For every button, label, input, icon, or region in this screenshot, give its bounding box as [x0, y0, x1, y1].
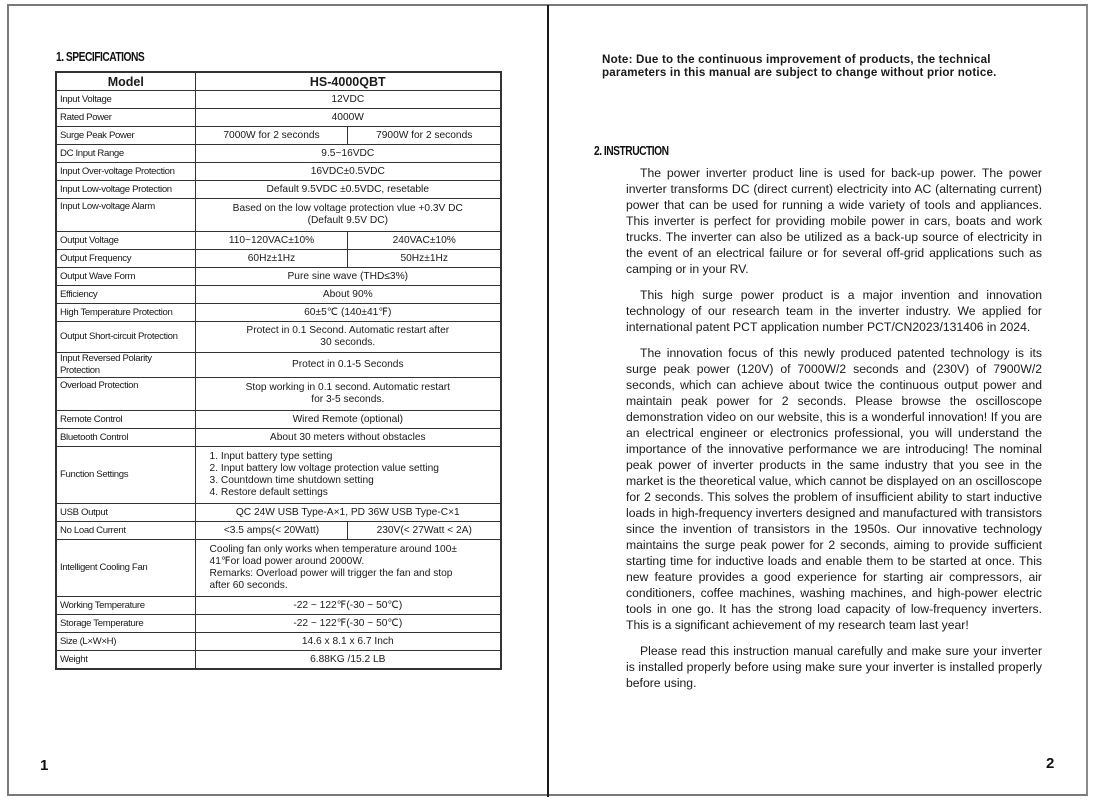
spec-value: [195, 411, 501, 429]
table-row: [56, 304, 501, 322]
spec-label: Input Voltage: [56, 91, 195, 109]
spec-value: [195, 429, 501, 447]
instruction-paragraph: This high surge power product is a major invention and innovation technology of our research team in the inverter industry. We applied for international patent PCT application number PCT/CN2023/131406 in 2024.: [626, 288, 1042, 334]
spec-value: [195, 304, 501, 322]
spec-value: 7900W for 2 seconds: [348, 127, 501, 145]
spec-value-line: after 60 seconds.: [209, 580, 288, 591]
spec-value: [195, 199, 501, 232]
spec-value-line: 9.5~16VDC: [321, 147, 375, 159]
spec-value: [195, 615, 501, 633]
spec-label: No Load Current: [56, 522, 195, 540]
spec-value-line: 2. Input battery low voltage protection value setting: [209, 463, 439, 474]
spec-value: [195, 109, 501, 127]
spec-value: [195, 540, 501, 597]
spec-label: Input Over-voltage Protection: [56, 163, 195, 181]
table-row: [56, 145, 501, 163]
table-row: [56, 597, 501, 615]
specifications-table: [55, 71, 502, 670]
spec-value: 50Hz±1Hz: [348, 250, 501, 268]
table-row: [56, 447, 501, 504]
spec-label: Bluetooth Control: [56, 429, 195, 447]
spec-value-line: About 90%: [322, 288, 373, 300]
spec-label: Efficiency: [56, 286, 195, 304]
model-value: HS-4000QBT: [195, 72, 501, 91]
spec-value: <3.5 amps(< 20Watt): [195, 522, 348, 540]
spec-label: Overload Protection: [56, 378, 195, 411]
table-row: [56, 250, 501, 268]
spec-value: [195, 378, 501, 411]
spec-value-line: -22 ~ 122℉(-30 ~ 50℃): [293, 617, 403, 629]
table-row: [56, 286, 501, 304]
spec-label: Rated Power: [56, 109, 195, 127]
table-row: [56, 163, 501, 181]
table-row: [56, 353, 501, 378]
spec-label: Surge Peak Power: [56, 127, 195, 145]
spec-label: Storage Temperature: [56, 615, 195, 633]
spec-value-line: 14.6 x 8.1 x 6.7 Inch: [301, 635, 394, 647]
spec-label: Input Low-voltage Protection: [56, 181, 195, 199]
spec-label: Input Reversed Polarity Protection: [56, 353, 195, 378]
spec-value-line: Default 9.5VDC ±0.5VDC, resetable: [266, 183, 429, 195]
instruction-paragraph: The power inverter product line is used for back-up power. The power inverter transforms DC (direct current) electricity into AC (alternating current) power that can be used for running a wide variety of tools and appliances. This inverter is perfect for providing mobile power in cars, boats and work trucks. The inverter can also be utilized as a back-up source of electricity in the event of an electrical failure or for several off-grid applications such as camping or in your RV.: [626, 166, 1042, 276]
spec-value-line: 3. Countdown time shutdown setting: [209, 475, 374, 486]
spec-value: [195, 651, 501, 670]
table-row: [56, 615, 501, 633]
spec-value: [195, 163, 501, 181]
table-row: [56, 268, 501, 286]
table-row: [56, 651, 501, 670]
spec-value: [195, 181, 501, 199]
spec-label: Size (L×W×H): [56, 633, 195, 651]
spec-value-line: 6.88KG /15.2 LB: [310, 653, 386, 665]
spec-value: [195, 633, 501, 651]
spec-label: High Temperature Protection: [56, 304, 195, 322]
spec-value-line: Remarks: Overload power will trigger the fan and stop: [209, 568, 453, 579]
spec-value-line: 16VDC±0.5VDC: [310, 165, 385, 177]
spec-value-line: 41℉or load power around 2000W.: [209, 556, 365, 567]
spec-value: 240VAC±10%: [348, 232, 501, 250]
table-row: [56, 504, 501, 522]
spec-label: Function Settings: [56, 447, 195, 504]
table-row: [56, 91, 501, 109]
instruction-paragraph: Please read this instruction manual carefully and make sure your inverter is installed properly before using make sure your inverter is installed properly before using.: [626, 644, 1042, 690]
spec-value: [195, 91, 501, 109]
spec-value: [195, 597, 501, 615]
spec-value: [195, 504, 501, 522]
spec-value-line: Protect in 0.1-5 Seconds: [291, 359, 404, 370]
spec-label: USB Output: [56, 504, 195, 522]
table-row: [56, 411, 501, 429]
table-row: [56, 633, 501, 651]
model-label: Model: [56, 72, 195, 91]
table-row: [56, 522, 501, 540]
page-divider: [547, 5, 549, 797]
spec-value-line: 4. Restore default settings: [209, 487, 328, 498]
page-number-right: 2: [1046, 755, 1055, 772]
spec-value: 230V(< 27Watt < 2A): [348, 522, 501, 540]
spec-value-line: 4000W: [331, 111, 364, 123]
spec-value: [195, 353, 501, 378]
spec-value: [195, 322, 501, 353]
table-row: [56, 127, 501, 145]
spec-value-line: (Default 9.5V DC): [307, 215, 388, 226]
spec-value: 7000W for 2 seconds: [195, 127, 348, 145]
spec-value-line: Based on the low voltage protection vlue +0.3V DC: [232, 203, 463, 214]
instruction-body: [626, 165, 1042, 701]
table-row: [56, 199, 501, 232]
spec-value-line: Cooling fan only works when temperature around 100±: [209, 544, 457, 555]
spec-label: Remote Control: [56, 411, 195, 429]
spec-value-line: 1. Input battery type setting: [209, 451, 333, 462]
table-header-row: [56, 72, 501, 91]
change-notice: Note: Due to the continuous improvement of products, the technical parameters in this manual are subject to change without prior notice.: [602, 53, 997, 79]
spec-value: [195, 145, 501, 163]
page-number-left: 1: [40, 757, 49, 774]
spec-value-line: 12VDC: [331, 93, 365, 105]
instruction-heading: 2. INSTRUCTION: [594, 144, 669, 158]
table-row: [56, 540, 501, 597]
specifications-heading: 1. SPECIFICATIONS: [56, 50, 145, 64]
table-row: [56, 181, 501, 199]
spec-value: [195, 286, 501, 304]
spec-value: [195, 268, 501, 286]
spec-value-line: 30 seconds.: [320, 337, 376, 348]
spec-value-line: 60±5℃ (140±41℉): [304, 306, 392, 318]
spec-label: Intelligent Cooling Fan: [56, 540, 195, 597]
spec-value-line: About 30 meters without obstacles: [269, 431, 426, 443]
spec-value: 60Hz±1Hz: [195, 250, 348, 268]
spec-label: Output Short-circuit Protection: [56, 322, 195, 353]
spec-value-line: -22 ~ 122℉(-30 ~ 50℃): [293, 599, 403, 611]
spec-label: Output Voltage: [56, 232, 195, 250]
spec-label: DC Input Range: [56, 145, 195, 163]
spec-value-line: Protect in 0.1 Second. Automatic restart after: [246, 325, 450, 336]
spec-label: Output Frequency: [56, 250, 195, 268]
instruction-paragraph: The innovation focus of this newly produced patented technology is its surge peak power (120V) of 7000W/2 seconds and (230V) of 7900W/2 seconds, which can achieve about twice the continuous output power and maintain peak power for 2 seconds. Please browse the oscilloscope demonstration video on our website, this is a wonderful innovation! If you are an electrical engineer or electronics professional, you will understand the importance of the innovative performance we are introducing! The nominal peak power of inverter products in the same industry that you see in the market is the theoretical value, which cannot be displayed on an oscilloscope for 2 seconds. This solves the problem of insufficient ability to start inductive loads in high-frequency inverters designed and manufactured with transistors since the invention of transistors in the 1950s. Our innovative technology maintains the surge peak power for 2 seconds, aiming to provide sufficient starting time for inductive loads and enable them to be started at once. This new feature provides a good experience for starting air compressors, air conditioners, coffee machines, washing machines, and high-power electric tools in one go. It has the strong load capacity of low-frequency inverters. This is a significant achievement of my research team last year!: [626, 346, 1042, 632]
spec-value-line: Pure sine wave (THD≤3%): [287, 270, 409, 282]
spec-value: 110~120VAC±10%: [195, 232, 348, 250]
spec-value-line: Wired Remote (optional): [292, 413, 403, 425]
table-row: [56, 429, 501, 447]
spec-value: [195, 447, 501, 504]
spec-value-line: for 3-5 seconds.: [311, 394, 385, 405]
table-row: [56, 109, 501, 127]
table-row: [56, 378, 501, 411]
table-row: [56, 322, 501, 353]
spec-value-line: Stop working in 0.1 second. Automatic restart: [245, 382, 450, 393]
spec-label: Input Low-voltage Alarm: [56, 199, 195, 232]
spec-value-line: QC 24W USB Type-A×1, PD 36W USB Type-C×1: [235, 506, 460, 518]
spec-label: Output Wave Form: [56, 268, 195, 286]
spec-label: Working Temperature: [56, 597, 195, 615]
spec-label: Weight: [56, 651, 195, 670]
table-row: [56, 232, 501, 250]
